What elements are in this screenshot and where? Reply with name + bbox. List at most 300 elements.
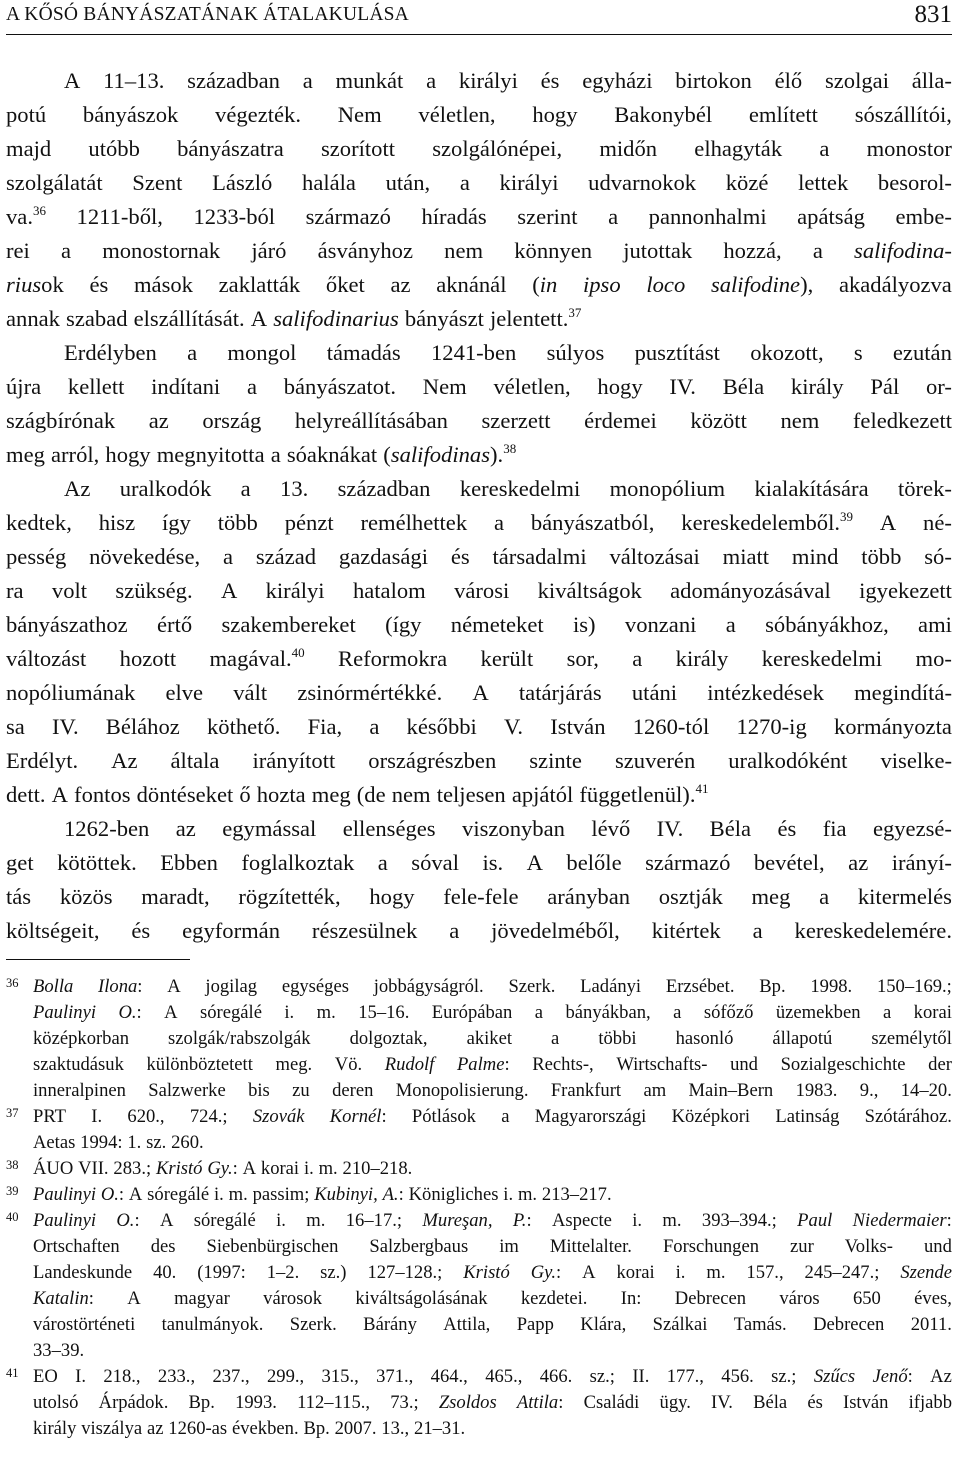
text-fragment: növekedése,	[89, 544, 201, 569]
text-fragment: nem	[780, 408, 820, 433]
text-line	[6, 472, 952, 506]
text-fragment: jogilag	[205, 976, 258, 997]
text-fragment: királyi	[499, 170, 559, 195]
text-line	[6, 778, 952, 812]
text-fragment: hogy	[532, 102, 578, 127]
text-fragment: bányászathoz	[6, 612, 128, 637]
text-fragment: 40.	[153, 1262, 177, 1283]
text-fragment: remélhettek	[360, 510, 468, 535]
text-fragment: hasonló	[675, 1028, 734, 1049]
text-fragment: embe-	[895, 204, 952, 229]
text-fragment: a	[673, 1002, 682, 1023]
footnote-reference: 36	[32, 203, 46, 218]
text-fragment: Siebenbürgischen	[206, 1236, 339, 1257]
text-fragment: 33–39.	[33, 1340, 85, 1361]
text-fragment: kedtek,	[6, 510, 72, 535]
italic-text: Gy.	[207, 1158, 233, 1179]
footnote-reference: 38	[503, 441, 517, 456]
footnote-line	[33, 1312, 952, 1338]
text-fragment: álla-	[911, 68, 952, 93]
text-fragment: Családi	[583, 1392, 640, 1413]
text-fragment: súlyos	[546, 340, 605, 365]
italic-text: A.	[382, 1184, 399, 1205]
text-fragment: korai	[260, 1158, 300, 1179]
text-fragment: ellenséges	[342, 816, 436, 841]
text-fragment: 1983.	[795, 1080, 838, 1101]
text-fragment: sóval	[411, 850, 459, 875]
text-fragment: király	[790, 374, 844, 399]
text-fragment: kiváltságolásának	[355, 1288, 488, 1309]
text-fragment: járó	[251, 238, 287, 263]
text-fragment: Forschungen	[662, 1236, 760, 1257]
text-fragment: Szerk.	[289, 1314, 337, 1335]
text-fragment: sz.	[146, 1132, 167, 1153]
text-fragment: m.	[517, 1184, 538, 1205]
text-fragment: Szent	[132, 170, 183, 195]
text-fragment: és	[89, 272, 109, 297]
text-fragment: I.	[75, 1366, 86, 1387]
text-fragment: Középkori	[671, 1106, 751, 1127]
footnote	[6, 1182, 952, 1208]
text-fragment: zaklatták	[218, 272, 301, 297]
italic-text: salifodine	[710, 272, 801, 297]
text-fragment: irányított	[252, 748, 336, 773]
text-fragment: közös	[59, 884, 113, 909]
text-fragment: Pótlások	[411, 1106, 476, 1127]
text-fragment: zu	[292, 1080, 310, 1101]
text-fragment: szorított	[320, 136, 396, 161]
header-rule	[6, 34, 952, 35]
text-fragment: ifjabb	[908, 1392, 952, 1413]
text-fragment: őket	[325, 272, 365, 297]
text-fragment: köthető.	[207, 714, 281, 739]
text-fragment: között	[690, 408, 747, 433]
text-fragment: Nem	[422, 374, 467, 399]
text-fragment: 393–394.;	[701, 1210, 777, 1231]
text-fragment: Monopolisierung.	[395, 1080, 529, 1101]
text-fragment: szuverén	[614, 748, 696, 773]
text-fragment: 233.,	[157, 1366, 196, 1387]
text-fragment: elve	[165, 680, 204, 705]
text-fragment: Landeskunde	[33, 1262, 133, 1283]
text-fragment: 299.,	[267, 1366, 305, 1387]
text-fragment: (1997:	[197, 1262, 246, 1283]
text-fragment: 13.	[280, 476, 309, 501]
text-fragment: 16–17.;	[345, 1210, 403, 1231]
italic-text: Paulinyi	[33, 1002, 96, 1023]
text-fragment: (de	[356, 782, 386, 807]
text-fragment: városok	[263, 1288, 323, 1309]
text-fragment: rei	[6, 238, 30, 263]
text-fragment: Ladányi	[580, 976, 642, 997]
text-fragment: zsinórmértékké.	[297, 680, 443, 705]
italic-text: salifodina-	[854, 238, 952, 263]
text-fragment: :	[118, 1184, 125, 1205]
text-fragment: egységes	[281, 976, 349, 997]
text-fragment: a	[819, 136, 830, 161]
text-fragment: mongol	[227, 340, 297, 365]
text-fragment: arról,	[51, 442, 100, 467]
text-fragment: Magyarországi	[534, 1106, 647, 1127]
text-fragment: des	[150, 1236, 176, 1257]
text-fragment: volt	[51, 578, 88, 603]
italic-text: Paulinyi	[33, 1210, 96, 1231]
text-fragment: :	[398, 1184, 404, 1205]
text-fragment: helyreállításában	[294, 408, 448, 433]
text-fragment: közé	[725, 170, 769, 195]
footnote-reference: 41	[695, 781, 709, 796]
text-fragment: 1993.	[235, 1392, 277, 1413]
text-fragment: értő	[157, 612, 193, 637]
italic-text: Palme	[456, 1054, 505, 1075]
text-fragment: függetlenül).	[579, 782, 696, 807]
text-line	[6, 812, 952, 846]
text-fragment: s	[853, 340, 863, 365]
text-fragment: meg.	[275, 1054, 313, 1075]
text-fragment: passim;	[252, 1184, 310, 1205]
text-fragment: viszálya	[81, 1418, 143, 1439]
text-line	[6, 404, 952, 438]
text-fragment: In:	[620, 1288, 642, 1309]
text-fragment: teljesen	[436, 782, 506, 807]
italic-text: Paulinyi	[33, 1184, 96, 1205]
text-fragment: (	[532, 272, 540, 297]
text-fragment: 213–217.	[541, 1184, 612, 1205]
footnote-line	[33, 1338, 952, 1364]
text-fragment: nopóliumának	[6, 680, 136, 705]
text-line	[6, 710, 952, 744]
footnote-line	[33, 1156, 952, 1182]
footnote-reference: 37	[568, 305, 582, 320]
footnote	[6, 1104, 952, 1156]
text-fragment: und	[923, 1236, 952, 1257]
text-fragment: igyekezett	[859, 578, 952, 603]
text-fragment: bányászatból,	[530, 510, 655, 535]
text-fragment: 1998.	[810, 976, 853, 997]
text-fragment: monopólium	[609, 476, 726, 501]
italic-text: Katalin	[33, 1288, 89, 1309]
text-line	[6, 744, 952, 778]
text-fragment: különböztetett	[146, 1054, 253, 1075]
footnote-line	[33, 1000, 952, 1026]
text-fragment: középkorban	[33, 1028, 130, 1049]
text-fragment: m.	[316, 1002, 336, 1023]
text-fragment: zur	[790, 1236, 814, 1257]
text-line	[6, 166, 952, 200]
text-fragment: a	[501, 1106, 510, 1127]
footnote-line	[33, 1260, 952, 1286]
text-fragment: utóbb	[88, 136, 140, 161]
text-fragment: kereskedelemből.	[681, 510, 841, 535]
text-fragment: a	[551, 1028, 560, 1049]
text-line	[6, 200, 952, 234]
text-fragment: Béla	[722, 374, 765, 399]
text-fragment: bis	[248, 1080, 270, 1101]
italic-text: Kornél	[329, 1106, 382, 1127]
text-fragment: Königliches	[408, 1184, 499, 1205]
text-fragment: ásványhoz	[317, 238, 413, 263]
text-fragment: potú	[6, 102, 47, 127]
page-header	[6, 0, 952, 36]
italic-text: loco	[646, 272, 686, 297]
text-fragment: adományozásával	[670, 578, 831, 603]
text-fragment: király	[33, 1418, 77, 1439]
text-fragment: miatt	[722, 544, 770, 569]
text-fragment: a	[725, 612, 736, 637]
text-line	[6, 336, 952, 370]
text-fragment: korai	[913, 1002, 952, 1023]
text-fragment: Erzsébet.	[665, 976, 735, 997]
footnote-line	[33, 1026, 952, 1052]
text-fragment: jutottak	[623, 238, 693, 263]
text-fragment: 464.,	[430, 1366, 468, 1387]
text-fragment: származó	[645, 850, 731, 875]
text-fragment: 73.;	[390, 1392, 419, 1413]
footnote-line	[33, 974, 952, 1000]
text-line	[6, 438, 952, 472]
text-fragment: István	[843, 1392, 889, 1413]
text-fragment: tás	[6, 884, 32, 909]
text-fragment: a	[632, 646, 643, 671]
text-fragment: szükség.	[115, 578, 193, 603]
text-fragment: Szótárához.	[864, 1106, 952, 1127]
text-fragment: Main–Bern	[688, 1080, 774, 1101]
text-fragment: támadás	[326, 340, 401, 365]
text-fragment: 456.	[721, 1366, 754, 1387]
text-fragment: a	[426, 68, 437, 93]
text-fragment: több	[861, 544, 902, 569]
text-fragment: monostor	[866, 136, 952, 161]
text-fragment: jobbágyságról.	[373, 976, 484, 997]
text-fragment: im	[499, 1236, 519, 1257]
text-fragment: megnyitotta	[156, 442, 265, 467]
italic-text: Niedermaier	[852, 1210, 947, 1231]
text-fragment: későbbi	[406, 714, 477, 739]
text-fragment: 9.,	[859, 1080, 879, 1101]
text-fragment: magyar	[174, 1288, 230, 1309]
text-fragment: származó	[305, 204, 391, 229]
text-fragment: ami	[918, 612, 952, 637]
italic-text: rius	[6, 272, 42, 297]
text-fragment: szágbírónak	[6, 408, 116, 433]
text-fragment: i.	[284, 1002, 295, 1023]
italic-text: O.	[116, 1210, 135, 1231]
page-number: 831	[914, 1, 952, 28]
text-fragment: uralkodók	[119, 476, 212, 501]
text-fragment: 2011.	[910, 1314, 952, 1335]
text-fragment: sa	[6, 714, 25, 739]
text-fragment: bevétel,	[753, 850, 825, 875]
text-fragment: :	[88, 1288, 94, 1309]
text-fragment: 210–218.	[342, 1158, 413, 1179]
text-fragment: 157.,	[746, 1262, 784, 1283]
text-fragment: a	[752, 918, 763, 943]
text-fragment: 1270-ig	[736, 714, 807, 739]
text-fragment: ezután	[892, 340, 952, 365]
text-fragment: állapotú	[772, 1028, 833, 1049]
text-line	[6, 846, 952, 880]
text-fragment: :	[134, 1210, 140, 1231]
text-fragment: kormányozta	[833, 714, 952, 739]
text-fragment: A	[64, 68, 81, 93]
text-fragment: kellett	[67, 374, 125, 399]
text-fragment: László	[212, 170, 273, 195]
text-fragment: éves,	[914, 1288, 952, 1309]
text-fragment: Debrecen	[813, 1314, 885, 1335]
text-fragment: kitermelés	[857, 884, 952, 909]
text-fragment: indítani	[151, 374, 221, 399]
text-fragment: sóbányákhoz,	[765, 612, 889, 637]
text-fragment: arányban	[547, 884, 631, 909]
text-fragment: szolgálatát	[6, 170, 103, 195]
text-fragment: Bp.	[188, 1392, 215, 1413]
text-fragment: Erdélyben	[64, 340, 157, 365]
text-fragment: i.	[303, 1158, 314, 1179]
text-fragment: Aetas	[33, 1132, 76, 1153]
text-fragment: korai	[616, 1262, 655, 1283]
text-fragment: szolgai	[824, 68, 889, 93]
text-fragment: 1260-tól	[632, 714, 710, 739]
text-fragment: sóregálé	[200, 1002, 262, 1023]
text-fragment: szolgák/rabszolgák	[168, 1028, 311, 1049]
text-line	[6, 880, 952, 914]
text-fragment: aknánál	[436, 272, 507, 297]
text-fragment: Bélához	[105, 714, 180, 739]
text-fragment: után,	[385, 170, 431, 195]
text-fragment: IV.	[656, 816, 684, 841]
text-fragment: az	[148, 408, 169, 433]
footnote-reference: 40	[291, 645, 305, 660]
text-fragment: nem	[444, 238, 484, 263]
text-fragment: A	[220, 578, 238, 603]
text-line	[6, 98, 952, 132]
text-line	[6, 676, 952, 710]
text-fragment: Debrecen	[674, 1288, 747, 1309]
text-fragment: i.	[276, 1210, 286, 1231]
text-line	[6, 370, 952, 404]
text-fragment: élő	[774, 68, 803, 93]
italic-text: Kristó	[155, 1158, 203, 1179]
text-fragment: Bárány	[363, 1314, 417, 1335]
text-fragment: fele-fele	[443, 884, 519, 909]
text-fragment: jelentett.	[489, 306, 569, 331]
text-fragment: Tamás.	[733, 1314, 787, 1335]
text-fragment: század	[255, 544, 317, 569]
text-fragment: viszonyban	[462, 816, 565, 841]
text-fragment: Árpádok.	[98, 1392, 169, 1413]
text-fragment: több	[217, 510, 258, 535]
text-fragment: kötöttek.	[57, 850, 137, 875]
text-fragment: pusztítást	[634, 340, 720, 365]
text-fragment: király	[675, 646, 729, 671]
text-fragment: 1260-as	[168, 1418, 228, 1439]
text-fragment: a	[222, 544, 234, 569]
text-fragment: országrészben	[368, 748, 497, 773]
text-fragment: magával.	[209, 646, 292, 671]
text-fragment: 1241-ben	[430, 340, 517, 365]
text-fragment: társadalmi	[492, 544, 587, 569]
text-fragment: Aspecte	[551, 1210, 612, 1231]
text-fragment: mo-	[915, 646, 952, 671]
text-fragment: birtokon	[675, 68, 752, 93]
text-fragment: Bakonybél	[614, 102, 713, 127]
footnote-line	[33, 1364, 952, 1390]
text-fragment: utolsó	[33, 1392, 79, 1413]
text-line	[6, 914, 952, 948]
text-fragment: bányászatot.	[283, 374, 397, 399]
text-fragment: Rechts-,	[532, 1054, 594, 1075]
text-fragment: a	[61, 238, 72, 263]
text-fragment: a	[240, 476, 251, 501]
text-fragment: és	[777, 816, 797, 841]
text-fragment: meg	[6, 442, 45, 467]
text-fragment: Pál	[870, 374, 900, 399]
text-fragment: rögzítették,	[238, 884, 341, 909]
italic-text: Attila	[516, 1392, 559, 1413]
text-fragment: az	[390, 272, 411, 297]
text-fragment: :	[136, 1002, 142, 1023]
text-fragment: az	[848, 850, 869, 875]
main-text	[6, 64, 952, 948]
text-fragment: annak	[6, 306, 60, 331]
text-fragment: A	[582, 1262, 596, 1283]
text-fragment: Salzbergbaus	[369, 1236, 469, 1257]
italic-text: Paul	[797, 1210, 833, 1231]
text-fragment: egyezsé-	[872, 816, 952, 841]
text-fragment: 1994:	[80, 1132, 123, 1153]
text-fragment: intézkedések	[707, 680, 824, 705]
italic-text: P.	[512, 1210, 527, 1231]
text-fragment: midőn	[599, 136, 658, 161]
text-fragment: megindítá-	[854, 680, 952, 705]
text-fragment: va.	[6, 204, 33, 229]
text-fragment: a	[459, 170, 470, 195]
text-fragment: A	[164, 1002, 178, 1023]
text-line	[6, 540, 952, 574]
text-fragment: és	[450, 544, 470, 569]
text-fragment: dett.	[6, 782, 46, 807]
footnote-line	[33, 1416, 952, 1442]
text-fragment: 620.,	[127, 1106, 165, 1127]
text-fragment: Szerk.	[508, 976, 556, 997]
text-fragment: 237.,	[212, 1366, 250, 1387]
text-fragment: utáni	[631, 680, 678, 705]
text-fragment: tanulmányok.	[161, 1314, 264, 1335]
text-fragment: :	[558, 1392, 564, 1413]
text-fragment: bányászt	[404, 306, 484, 331]
text-fragment: költségeit,	[6, 918, 100, 943]
italic-text: O.	[100, 1184, 119, 1205]
text-fragment: híradás	[421, 204, 487, 229]
text-fragment: vonzani	[624, 612, 697, 637]
text-fragment: szerint	[517, 204, 578, 229]
text-fragment: Reformokra	[338, 646, 448, 671]
text-fragment: város	[779, 1288, 820, 1309]
text-fragment: :	[556, 1262, 562, 1283]
text-fragment: :	[381, 1106, 387, 1127]
text-fragment: kereskedelemére.	[794, 918, 952, 943]
text-fragment: a	[534, 1002, 544, 1023]
text-fragment: :	[137, 976, 143, 997]
text-fragment: V.	[504, 714, 524, 739]
text-fragment: PRT	[33, 1106, 66, 1127]
text-fragment: deren	[332, 1080, 374, 1101]
text-line	[6, 64, 952, 98]
text-fragment: ).	[490, 442, 504, 467]
text-fragment: általa	[170, 748, 220, 773]
text-fragment: és	[131, 918, 151, 943]
text-fragment: 465.,	[485, 1366, 523, 1387]
